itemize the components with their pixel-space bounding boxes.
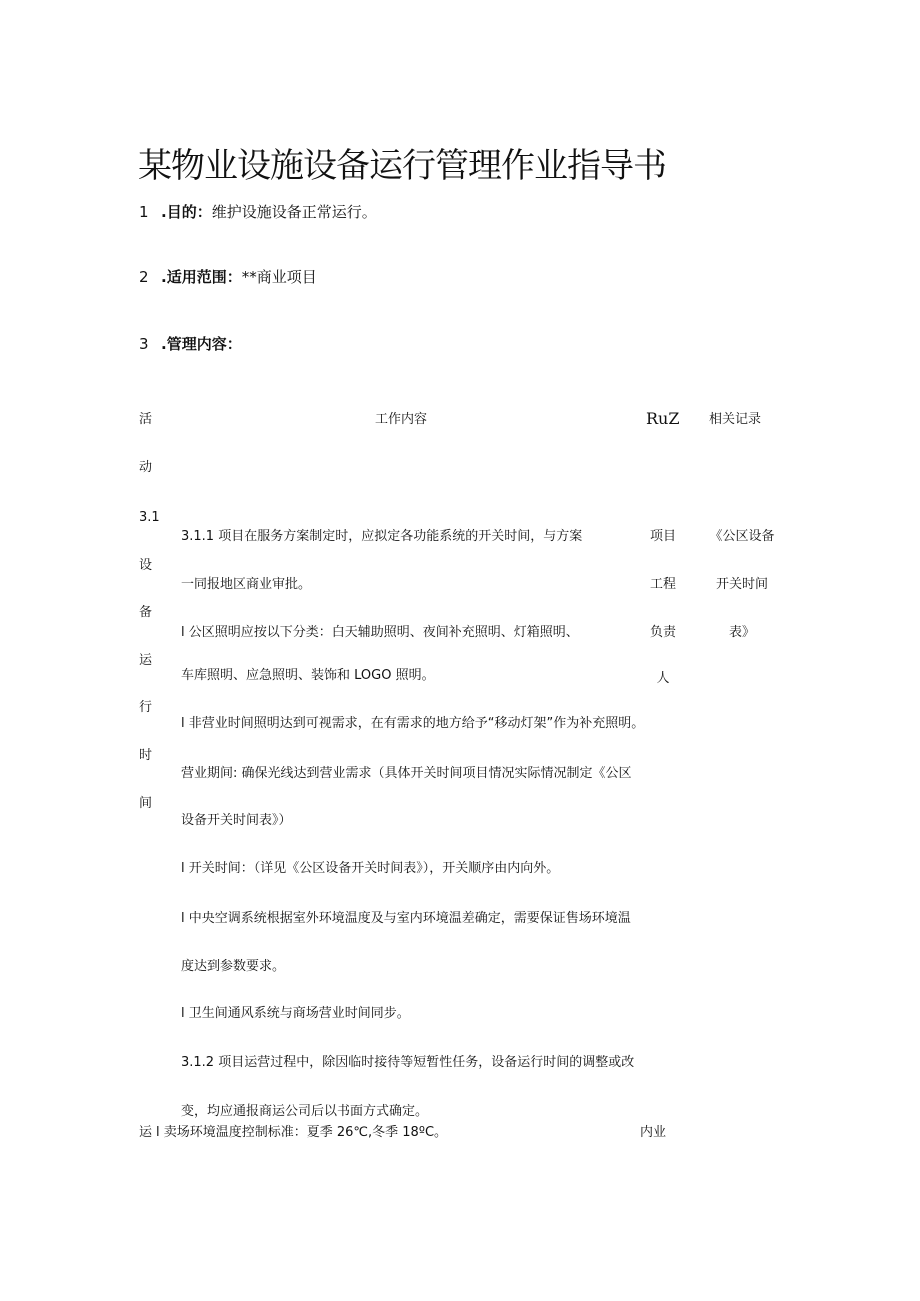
header-content: 工作内容 <box>375 412 428 427</box>
bottom-responsible: 内业 <box>640 1125 667 1140</box>
activity-column <box>139 511 159 844</box>
bottom-content: l 卖场环境温度控制标准：夏季 26℃,冬季 18ºC。 <box>156 1125 448 1140</box>
activity-char: 行 <box>139 700 153 716</box>
content-line: 一同报地区商业审批。 <box>181 577 312 592</box>
header-activity-bottom: 动 <box>139 460 153 475</box>
content-line: 3.1.1 项目在服务方案制定时，应拟定各功能系统的开关时间，与方案 <box>181 529 583 544</box>
section-label: .管理内容： <box>161 335 242 353</box>
records-line: 《公区设备 <box>709 529 775 544</box>
activity-char: 运 <box>139 652 153 668</box>
content-line: 3.1.2 项目运营过程中，除因临时接待等短暂性任务，设备运行时间的调整或改 <box>181 1055 635 1070</box>
section-text: 维护设施设备正常运行。 <box>211 203 377 221</box>
header-activity-top: 活 <box>139 412 153 427</box>
content-line: l 卫生间通风系统与商场营业时间同步。 <box>181 1006 410 1021</box>
activity-char: 间 <box>139 795 153 811</box>
section-number: 1 <box>139 203 149 221</box>
content-line: l 中央空调系统根据室外环境温度及与室内环境温差确定，需要保证售场环境温 <box>181 911 631 926</box>
header-records: 相关记录 <box>709 412 762 427</box>
section-text: **商业项目 <box>241 268 317 286</box>
records-line: 开关时间 <box>715 577 768 592</box>
header-responsible: RuZ <box>646 409 680 428</box>
content-line: 车库照明、应急照明、装饰和 LOGO 照明。 <box>181 668 435 683</box>
activity-char: 时 <box>139 747 153 763</box>
activity-char: 3.1 <box>139 510 160 525</box>
bottom-activity: 运 <box>139 1125 153 1140</box>
content-line: 度达到参数要求。 <box>181 959 286 974</box>
content-line: 营业期间: 确保光线达到营业需求（具体开关时间项目情况实际情况制定《公区 <box>181 766 632 781</box>
responsible-line: 人 <box>656 671 670 686</box>
section-label: .目的： <box>161 203 212 221</box>
content-line: l 开关时间：（详见《公区设备开关时间表》），开关顺序由内向外。 <box>181 861 560 876</box>
records-column <box>703 525 781 669</box>
responsible-line: 工程 <box>649 577 676 592</box>
responsible-line: 项目 <box>649 529 676 544</box>
section-number: 2 <box>139 268 149 286</box>
section-purpose <box>139 201 377 222</box>
content-line: l 公区照明应按以下分类：白天辅助照明、夜间补充照明、灯箱照明、 <box>181 625 579 640</box>
activity-char: 设 <box>139 557 153 573</box>
responsible-line: 负责 <box>649 625 676 640</box>
activity-char: 备 <box>139 605 153 621</box>
records-line: 表》 <box>728 625 755 640</box>
responsible-column <box>640 525 686 715</box>
content-line: 设备开关时间表》） <box>181 813 292 828</box>
page-title: 某物业设施设备运行管理作业指导书 <box>138 146 666 186</box>
content-line: 变，均应通报商运公司后以书面方式确定。 <box>181 1104 429 1119</box>
section-label: .适用范围： <box>161 268 242 286</box>
section-content <box>139 333 242 354</box>
section-number: 3 <box>139 335 149 353</box>
section-scope <box>139 266 317 287</box>
content-line: l 非营业时间照明达到可视需求，在有需求的地方给予“移动灯架”作为补充照明。 <box>181 716 645 731</box>
